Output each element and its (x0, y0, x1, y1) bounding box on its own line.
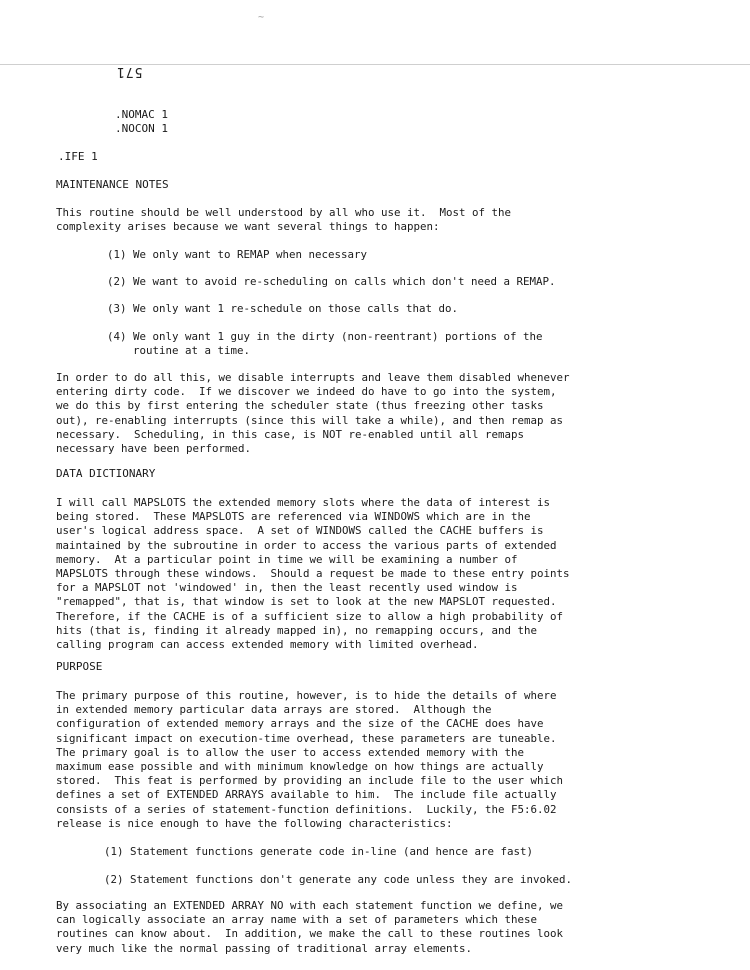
list-item-line: (4) We only want 1 guy in the dirty (non-reentrant) portions of the (107, 330, 543, 343)
text-line: user's logical address space. A set of WINDOWS called the CACHE buffers is (56, 524, 544, 538)
directive-nomac: .NOMAC 1 (115, 108, 168, 121)
purpose-item-1: (1) Statement functions generate code in-line (and hence are fast) (104, 845, 534, 858)
text-line: being stored. These MAPSLOTS are referenced via WINDOWS which are in the (56, 510, 531, 524)
maintenance-body (56, 371, 616, 456)
text-line: necessary. Scheduling, in this case, is NOT re-enabled until all remaps (56, 427, 525, 441)
text-line: Therefore, if the CACHE is of a sufficient size to allow a high probability of (56, 609, 564, 623)
text-line: By associating an EXTENDED ARRAY NO with each statement function we define, we (56, 899, 564, 912)
text-line: memory. At a particular point in time we will be examining a number of (56, 552, 518, 566)
text-line: maintained by the subroutine in order to access the various parts of extended (56, 538, 557, 552)
text-line: complexity arises because we want several things to happen: (56, 220, 440, 234)
maintenance-intro (56, 206, 616, 234)
text-line: The primary goal is to allow the user to access extended memory with the (56, 745, 525, 759)
text-line: for a MAPSLOT not 'windowed' in, then the least recently used window is (56, 581, 518, 595)
text-line: calling program can access extended memory with limited overhead. (56, 638, 479, 652)
purpose-item-2: (2) Statement functions don't generate any code unless they are invoked. (104, 873, 573, 886)
text-line: I will call MAPSLOTS the extended memory slots where the data of interest is (56, 496, 551, 509)
text-line: The primary purpose of this routine, however, is to hide the details of where (56, 689, 557, 702)
assembler-directives (115, 108, 168, 136)
maintenance-item-3 (107, 302, 458, 316)
text-line: significant impact on execution-time overhead, these parameters are tuneable. (56, 731, 557, 745)
text-line: stored. This feat is performed by providing an include file to the user which (56, 774, 564, 788)
heading-maintenance-notes: MAINTENANCE NOTES (56, 178, 169, 191)
heading-purpose: PURPOSE (56, 660, 103, 673)
text-line: routines can know about. In addition, we make the call to these routines look (56, 927, 564, 941)
text-line: necessary have been performed. (56, 442, 252, 456)
text-line: we do this by first entering the scheduler state (thus freezing other tasks (56, 399, 544, 413)
list-item-line: (2) We want to avoid re-scheduling on calls which don't need a REMAP. (107, 275, 556, 288)
text-line: consists of a series of statement-function definitions. Luckily, the F5:6.02 (56, 802, 557, 816)
text-line: configuration of extended memory arrays and the size of the CACHE does have (56, 717, 544, 731)
list-item-line: (1) We only want to REMAP when necessary (107, 248, 368, 261)
text-line: maximum ease possible and with minimum knowledge on how things are actually (56, 760, 544, 774)
text-line: This routine should be well understood by all who use it. Most of the (56, 206, 512, 219)
purpose-closing (56, 899, 616, 956)
text-line: hits (that is, finding it already mapped in), no remapping occurs, and the (56, 623, 538, 637)
purpose-body (56, 689, 616, 831)
ife-directive: .IFE 1 (58, 150, 98, 163)
page-top-edge (0, 64, 750, 65)
text-line: can logically associate an array name with a set of parameters which these (56, 913, 538, 927)
directive-nocon: .NOCON 1 (115, 122, 168, 135)
list-item-line: (3) We only want 1 re-schedule on those calls that do. (107, 302, 459, 315)
heading-data-dictionary: DATA DICTIONARY (56, 467, 156, 480)
text-line: "remapped", that is, that window is set to look at the new MAPSLOT requested. (56, 595, 557, 609)
text-line: out), re-enabling interrupts (since this will take a while), and then remap as (56, 413, 564, 427)
maintenance-item-1 (107, 248, 367, 262)
text-line: very much like the normal passing of traditional array elements. (56, 941, 473, 955)
text-line: release is nice enough to have the following characteristics: (56, 816, 453, 830)
stray-mark: ~ (258, 12, 265, 23)
page-number: 571 (116, 64, 143, 79)
text-line: In order to do all this, we disable interrupts and leave them disabled whenever (56, 371, 570, 384)
dictionary-body (56, 496, 616, 652)
text-line: entering dirty code. If we discover we indeed do have to go into the system, (56, 385, 557, 399)
maintenance-item-4 (107, 330, 543, 358)
text-line: defines a set of EXTENDED ARRAYS available to him. The include file actually (56, 788, 557, 802)
text-line: MAPSLOTS through these windows. Should a request be made to these entry points (56, 567, 570, 581)
list-item-line: routine at a time. (107, 344, 251, 358)
maintenance-item-2 (107, 275, 556, 289)
text-line: in extended memory particular data arrays are stored. Although the (56, 703, 492, 717)
